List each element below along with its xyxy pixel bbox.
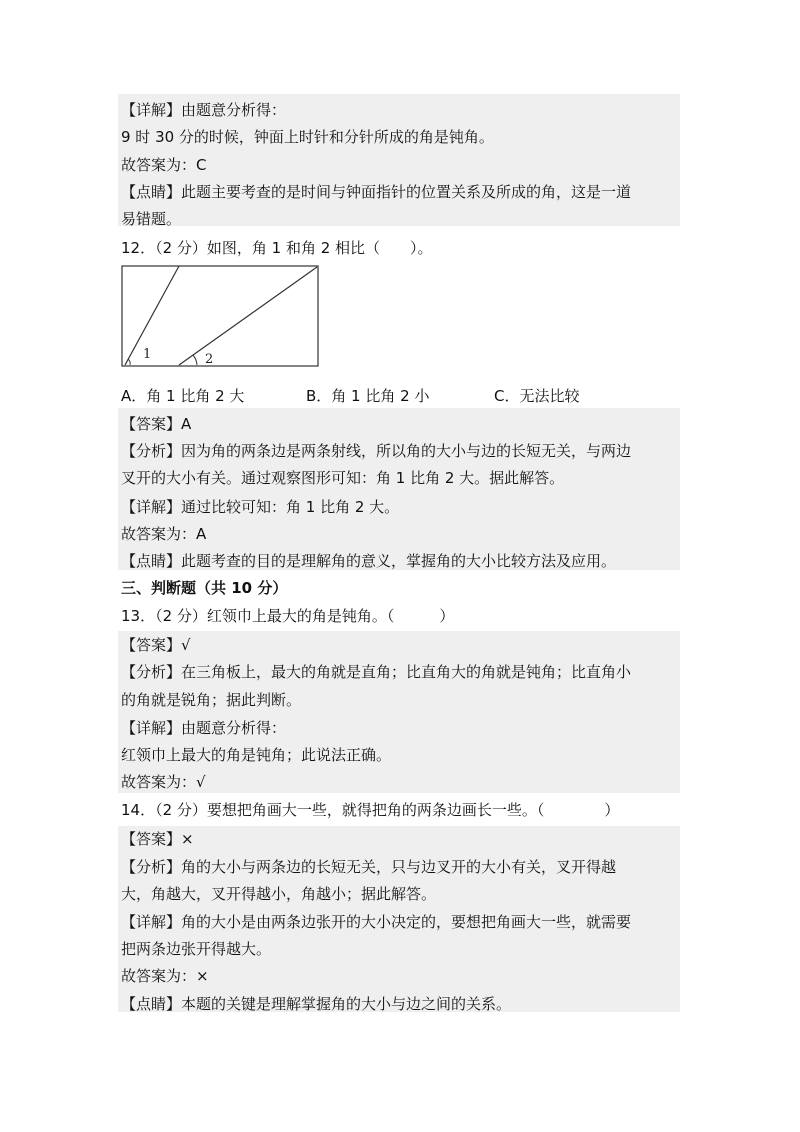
q11-comment-line-1: 【点睛】此题主要考查的是时间与钟面指针的位置关系及所成的角，这是一道 [121, 183, 632, 201]
q11-conclusion: 故答案为：C [121, 156, 207, 174]
q13-solution-block [118, 631, 680, 793]
q13-conclusion: 故答案为：√ [121, 773, 206, 791]
angle-2-label: 2 [205, 352, 214, 367]
angle-2-arc [193, 355, 197, 365]
q14-stem: 14．（2 分）要想把角画大一些，就得把角的两条边画长一些。（ ） [121, 801, 620, 819]
q12-analysis-line-1: 【分析】因为角的两条边是两条射线，所以角的大小与边的长短无关，与两边 [121, 442, 632, 460]
q12-analysis-line-2: 叉开的大小有关。通过观察图形可知：角 1 比角 2 大。据此解答。 [121, 469, 565, 487]
q14-answer: 【答案】× [121, 830, 194, 848]
q12-comment: 【点睛】此题考查的目的是理解角的意义，掌握角的大小比较方法及应用。 [121, 552, 617, 570]
q12-option-b: B．角 1 比角 2 小 [306, 387, 430, 405]
q12-conclusion: 故答案为：A [121, 525, 207, 543]
q13-detail: 【详解】由题意分析得： [121, 719, 287, 737]
angle-2-ray [179, 267, 317, 365]
q12-stem: 12．（2 分）如图，角 1 和角 2 相比（ ）。 [121, 239, 433, 257]
q11-detail-text: 9 时 30 分的时候，钟面上时针和分针所成的角是钝角。 [121, 128, 494, 146]
q13-stem: 13．（2 分）红领巾上最大的角是钝角。（ ） [121, 607, 455, 625]
angle-comparison-figure [121, 264, 321, 370]
q12-detail: 【详解】通过比较可知：角 1 比角 2 大。 [121, 498, 400, 516]
q12-option-c: C．无法比较 [494, 387, 580, 405]
q14-comment: 【点睛】本题的关键是理解掌握角的大小与边之间的关系。 [121, 995, 512, 1013]
angle-1-ray [125, 266, 179, 365]
q14-detail-line-1: 【详解】角的大小是由两条边张开的大小决定的，要想把角画大一些，就需要 [121, 913, 632, 931]
q14-detail-line-2: 把两条边张开得越大。 [121, 940, 272, 958]
q14-analysis-line-2: 大，角越大，叉开得越小，角越小；据此解答。 [121, 885, 437, 903]
q12-answer: 【答案】A [121, 415, 192, 433]
q13-detail-text: 红领巾上最大的角是钝角；此说法正确。 [121, 746, 392, 764]
q13-analysis-line-2: 的角就是锐角；据此判断。 [121, 691, 302, 709]
q11-detail-label: 【详解】由题意分析得： [121, 101, 287, 119]
q13-analysis-line-1: 【分析】在三角板上，最大的角就是直角；比直角大的角就是钝角；比直角小 [121, 663, 632, 681]
q11-comment-line-2: 易错题。 [121, 210, 182, 228]
q13-answer: 【答案】√ [121, 636, 191, 654]
q14-analysis-line-1: 【分析】角的大小与两条边的长短无关，只与边叉开的大小有关，叉开得越 [121, 858, 617, 876]
angle-1-label: 1 [143, 347, 152, 362]
q12-option-a: A．角 1 比角 2 大 [121, 387, 245, 405]
section-3-title: 三、判断题（共 10 分） [121, 579, 288, 597]
q14-conclusion: 故答案为：× [121, 967, 209, 985]
angle-1-arc [128, 359, 130, 365]
q12-solution-block [118, 408, 680, 570]
